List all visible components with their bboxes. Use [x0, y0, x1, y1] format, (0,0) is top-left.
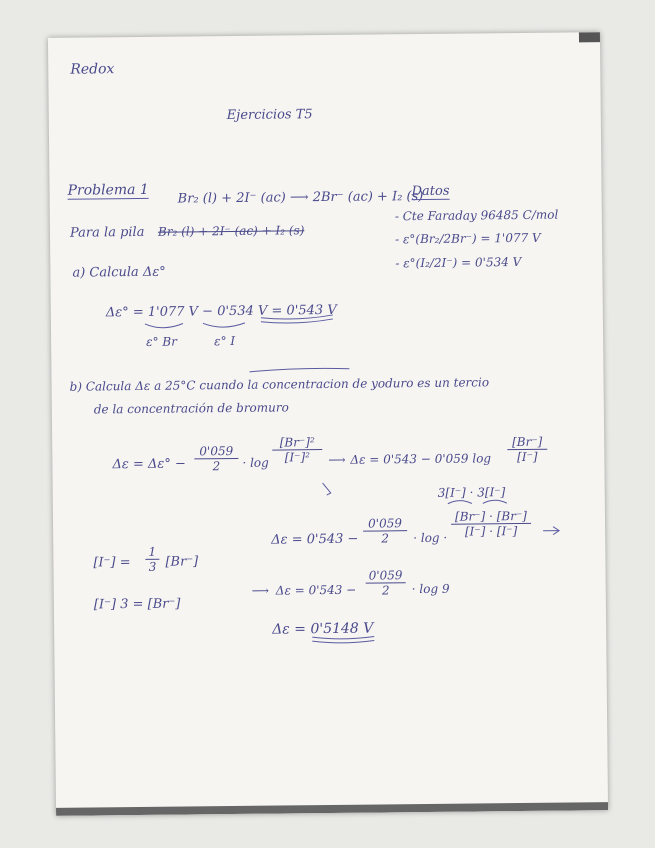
- topic-label: Redox: [70, 61, 115, 78]
- part-a-prompt: a) Calcula Δε°: [72, 264, 166, 281]
- eq2-coef-den: 2: [381, 531, 390, 546]
- datos-item-i: - ε°(I₂/2I⁻) = 0'534 V: [395, 254, 522, 271]
- eq2-coef-num: 0'059: [363, 516, 407, 531]
- eq2-conc-den: [I⁻] · [I⁻]: [464, 524, 518, 539]
- part-b-prompt-line2: de la concentración de bromuro: [93, 400, 289, 417]
- eq1-conc-num: [Br⁻]²: [272, 435, 322, 451]
- eq2-substitution-top: 3[I⁻] · 3[I⁻]: [437, 485, 506, 500]
- eq1-rhs: Δε = 0'543 − 0'059 log: [350, 451, 492, 467]
- eq1-log: · log: [242, 455, 269, 470]
- eq2-conc-fraction: [451, 509, 531, 539]
- part-a-equation: Δε° = 1'077 V − 0'534 V = 0'543 V: [105, 302, 337, 321]
- eq1-rhs-num: [Br⁻]: [507, 435, 547, 450]
- ink-marks: [48, 32, 608, 816]
- part-a-note-br: ε° Br: [146, 334, 178, 349]
- eq1-rhs-fraction: [507, 435, 547, 464]
- eq1-arrow: ⟶: [328, 452, 346, 467]
- datos-title: Datos: [411, 183, 450, 200]
- eq1-coef-num: 0'059: [194, 444, 238, 459]
- relation1-lhs: [I⁻] =: [93, 555, 131, 571]
- pila-intro: Para la pila: [69, 224, 145, 241]
- crossed-reaction: Br₂ (l) + 2I⁻ (ac) + I₂ (s): [157, 223, 305, 239]
- datos-item-br: - ε°(Br₂/2Br⁻) = 1'077 V: [394, 230, 541, 247]
- relation1-num: 1: [145, 545, 159, 560]
- notebook-page: [48, 32, 608, 816]
- eq3-coef-den: 2: [381, 583, 390, 598]
- eq1-coef-den: 2: [212, 459, 221, 474]
- eq1-rhs-den: [I⁻]: [517, 449, 538, 465]
- eq3-arrow: ⟶: [251, 583, 270, 598]
- relation1-fraction: [145, 545, 159, 574]
- eq2-log: · log ·: [413, 530, 448, 546]
- final-result: Δε = 0'5148 V: [272, 620, 374, 638]
- problem-label: Problema 1: [67, 181, 149, 199]
- part-a-note-i: ε° I: [214, 333, 236, 349]
- eq3-lhs: Δε = 0'543 −: [275, 582, 357, 598]
- eq2-coef-fraction: [363, 516, 407, 545]
- page-title: Ejercicios T5: [226, 107, 313, 124]
- relation1-den: 3: [148, 559, 157, 574]
- eq2-conc-num: [Br⁻] · [Br⁻]: [451, 509, 531, 525]
- relation1-rhs: [Br⁻]: [165, 554, 199, 570]
- eq3-coef-fraction: [366, 568, 406, 597]
- eq1-conc-den: [I⁻]²: [284, 450, 311, 465]
- eq1-coef-fraction: [194, 444, 238, 473]
- eq2-lhs: Δε = 0'543 −: [271, 531, 359, 548]
- part-b-prompt-line1: b) Calcula Δε a 25°C cuando la concentracion de yoduro es un tercio: [69, 375, 490, 394]
- relation2: [I⁻] 3 = [Br⁻]: [93, 596, 181, 613]
- eq1-conc-fraction: [272, 435, 322, 465]
- eq3-rhs: · log 9: [411, 581, 450, 597]
- eq3-coef-num: 0'059: [366, 568, 406, 583]
- reaction-equation: Br₂ (l) + 2I⁻ (ac) ⟶ 2Br⁻ (ac) + I₂ (s): [177, 188, 424, 207]
- datos-item-faraday: - Cte Faraday 96485 C/mol: [394, 207, 559, 224]
- eq1-lhs: Δε = Δε° −: [112, 456, 186, 473]
